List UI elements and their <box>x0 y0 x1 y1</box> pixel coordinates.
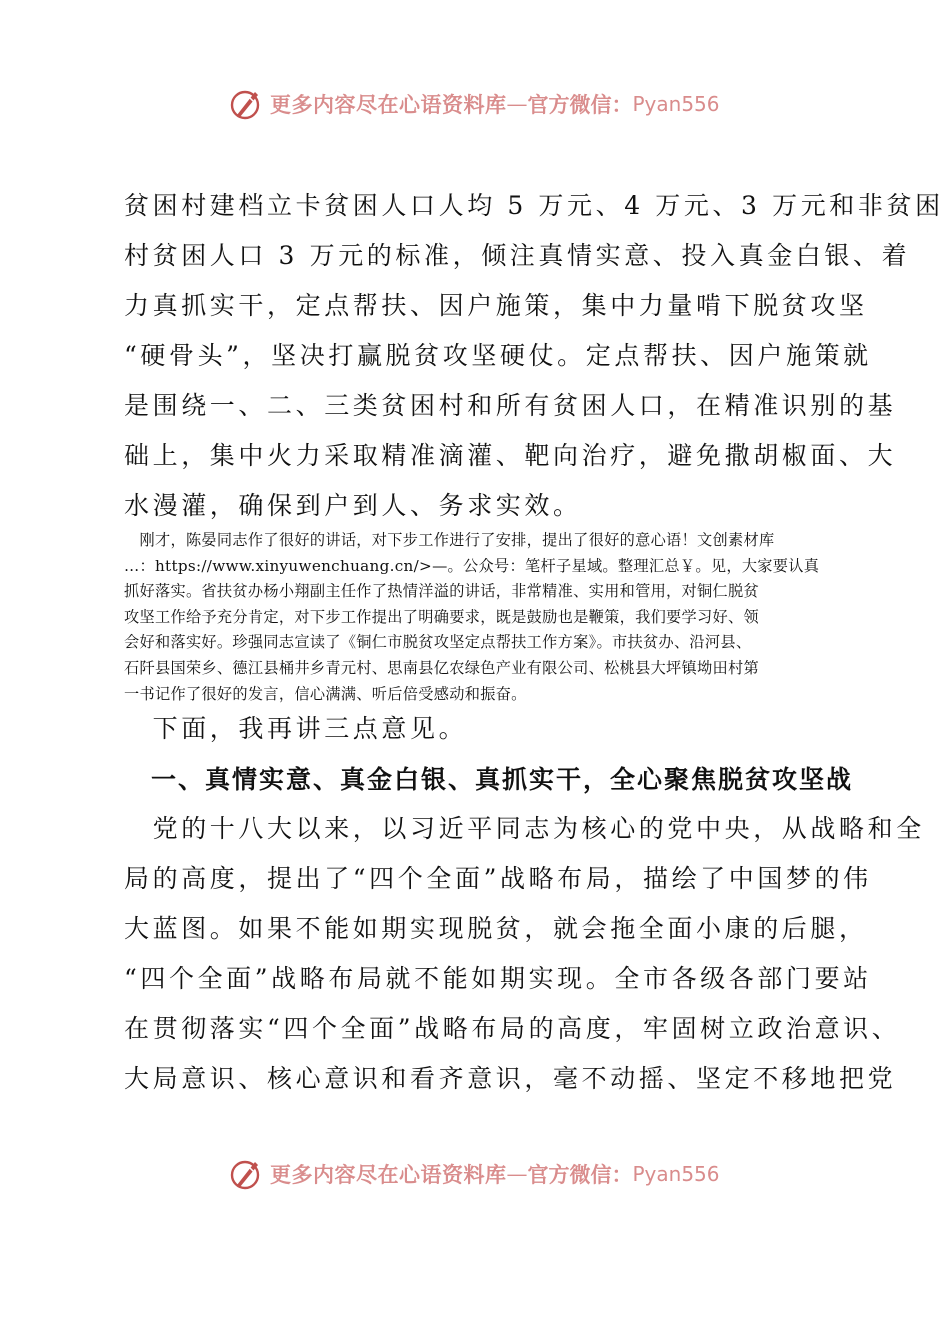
banner-wechat-label: 官方微信： <box>527 1162 633 1187</box>
header-watermark-banner <box>228 82 748 126</box>
paragraph-line: “四个全面”战略布局就不能如期实现。全市各级各部门要站 <box>124 964 872 993</box>
banner-wechat-label: 官方微信： <box>527 92 633 117</box>
paragraph-line: 攻坚工作给予充分肯定，对下步工作提出了明确要求，既是鼓励也是鞭策，我们要学习好、领 <box>124 607 759 626</box>
banner-separator: — <box>506 1162 528 1186</box>
paragraph-line: 础上，集中火力采取精准滴灌、靶向治疗，避免撒胡椒面、大 <box>124 441 897 470</box>
paragraph-line: 党的十八大以来，以习近平同志为核心的党中央，从战略和全 <box>124 814 925 843</box>
paragraph-1 <box>124 181 944 531</box>
footer-watermark-banner <box>228 1152 748 1196</box>
section-heading: 一、真情实意、真金白银、真抓实干，全心聚焦脱贫攻坚战 <box>124 765 854 794</box>
paragraph-line: 大局意识、核心意识和看齐意识，毫不动摇、坚定不移地把党 <box>124 1064 897 1093</box>
paragraph-line: 会好和落实好。珍强同志宣读了《铜仁市脱贫攻坚定点帮扶工作方案》。市扶贫办、沿河县、 <box>124 633 752 652</box>
quill-logo-icon <box>228 86 264 122</box>
paragraph-line: 是围绕一、二、三类贫困村和所有贫困人口，在精准识别的基 <box>124 391 897 420</box>
paragraph-line: 贫困村建档立卡贫困人口人均 5 万元、4 万元、3 万元和非贫困 <box>124 191 944 220</box>
paragraph-line: 一书记作了很好的发言，信心满满、听后倍受感动和振奋。 <box>124 684 527 703</box>
paragraph-line: 力真抓实干，定点帮扶、因户施策，集中力量啃下脱贫攻坚 <box>124 291 868 320</box>
paragraph-line: 石阡县国荣乡、德江县桶井乡青元村、思南县亿农绿色产业有限公司、松桃县大坪镇坳田村第 <box>124 658 759 677</box>
banner-wechat-id: Pyan556 <box>632 1162 720 1186</box>
banner-text: 更多内容尽在心语资料库 <box>270 1162 507 1187</box>
paragraph-2-small <box>124 528 838 707</box>
paragraph-3 <box>124 704 834 754</box>
banner-separator: — <box>506 92 528 116</box>
paragraph-4 <box>124 804 925 1104</box>
paragraph-line: 在贯彻落实“四个全面”战略布局的高度，牢固树立政治意识、 <box>124 1014 901 1043</box>
paragraph-line: 水漫灌，确保到户到人、务求实效。 <box>124 491 582 520</box>
paragraph-line: 村贫困人口 3 万元的标准，倾注真情实意、投入真金白银、着 <box>124 241 911 270</box>
paragraph-line: 刚才，陈晏同志作了很好的讲话，对下步工作进行了安排，提出了很好的意心语！文创素材库 <box>124 531 775 549</box>
banner-text: 更多内容尽在心语资料库 <box>270 92 507 117</box>
banner-wechat-id: Pyan556 <box>632 92 720 116</box>
paragraph-line: “硬骨头”，坚决打赢脱贫攻坚硬仗。定点帮扶、因户施策就 <box>124 341 872 370</box>
paragraph-line: 大蓝图。如果不能如期实现脱贫，就会拖全面小康的后腿， <box>124 914 868 943</box>
quill-logo-icon <box>228 1156 264 1192</box>
paragraph-line: 下面，我再讲三点意见。 <box>124 714 468 743</box>
paragraph-line: 局的高度，提出了“四个全面”战略布局，描绘了中国梦的伟 <box>124 864 872 893</box>
paragraph-line: 抓好落实。省扶贫办杨小翔副主任作了热情洋溢的讲话，非常精准、实用和管用，对铜仁脱贫 <box>124 582 759 601</box>
paragraph-line: …：https://www.xinyuwenchuang.cn/>—。公众号：笔杆子星域。整理汇总￥。见，大家要认真 <box>124 556 820 575</box>
